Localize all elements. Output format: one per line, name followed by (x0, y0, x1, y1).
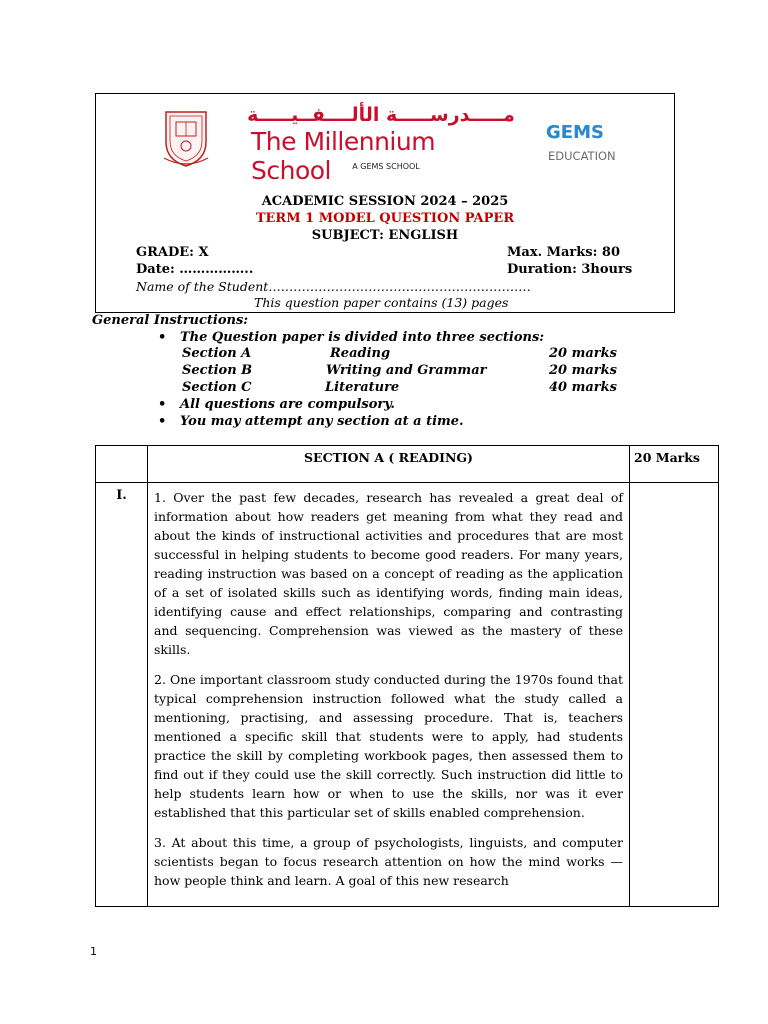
pages-note: This question paper contains (13) pages (254, 295, 509, 310)
gems-logo-text: GEMS (546, 122, 604, 143)
school-crest-logo (160, 108, 212, 168)
header-box (95, 93, 675, 313)
passage-paragraph: 2. One important classroom study conducted during the 1970s found that typical comprehension instruction followed what the study called a mentioning, practising, and assessing procedure. That is, teachers mentioned a specific skill that students were to apply, had students practice the skill by completing workbook pages, then assessed them to find out if they could use the skill correctly. Such instruction did little to help students learn how or when to use the skills, nor was it ever established that this particular set of skills enabled comprehension. (154, 672, 623, 820)
academic-session: ACADEMIC SESSION 2024 – 2025 (261, 194, 509, 209)
instructions-title: General Instructions: (92, 313, 249, 328)
section-a-marks: 20 Marks (630, 446, 719, 483)
max-marks: Max. Marks: 80 (507, 245, 621, 260)
question-table (95, 445, 719, 907)
term-title: TERM 1 MODEL QUESTION PAPER (255, 211, 515, 226)
student-name-field: Name of the Student……………………………………………………… (136, 279, 531, 294)
bullet-icon: • (158, 414, 167, 429)
section-row: Section B Writing and Grammar 20 marks (182, 363, 617, 378)
school-name: The Millennium School (251, 127, 436, 185)
gems-logo-subtitle: EDUCATION (548, 149, 616, 163)
question-number: I. (96, 483, 148, 907)
duration: Duration: 3hours (507, 262, 633, 277)
section-row: Section A Reading 20 marks (182, 346, 617, 361)
page-number: 1 (90, 945, 97, 958)
empty-cell (96, 446, 148, 483)
section-a-title: SECTION A ( READING) (148, 446, 630, 483)
gems-education-logo (546, 122, 626, 166)
passage-paragraph: 3. At about this time, a group of psychologists, linguists, and computer scientists began to focus research attention on how the mind works — how people think and learn. A goal of this new research (154, 835, 623, 888)
school-name-arabic: مـــــدرســـــة الألــــفــيـــــة (247, 104, 515, 126)
passage-paragraph: 1. Over the past few decades, research has revealed a great deal of information about how readers get meaning from what they read and about the kinds of instructional activities and procedures that are most successful in helping students to become good readers. For many years, reading instruction was based on a concept of reading as the application of a set of isolated skills such as identifying words, finding main ideas, identifying cause and effect relationships, comparing and contrasting and sequencing. Comprehension was viewed as the mastery of these skills. (154, 490, 623, 657)
subject: SUBJECT: ENGLISH (311, 228, 459, 243)
bullet-icon: • (158, 397, 167, 412)
table-row (96, 483, 719, 907)
section-row: Section C Literature 40 marks (182, 380, 617, 395)
school-subtitle: A GEMS SCHOOL (352, 162, 420, 171)
table-header-row (96, 446, 719, 483)
marks-cell (630, 483, 719, 907)
reading-passage (148, 483, 629, 906)
passage-cell (148, 483, 630, 907)
bullet-icon: • (158, 330, 167, 345)
grade: GRADE: X (136, 245, 209, 260)
date-field: Date: …………….. (136, 262, 254, 277)
